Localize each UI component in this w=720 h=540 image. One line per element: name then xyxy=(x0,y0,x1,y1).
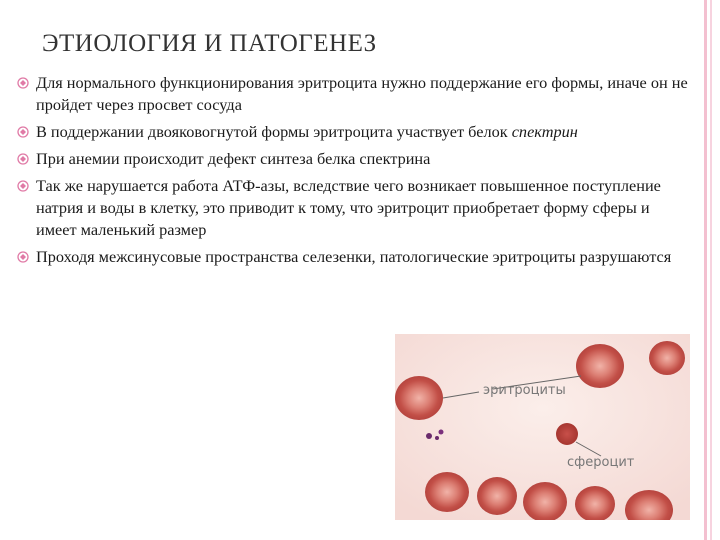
bullet-item xyxy=(12,148,692,170)
bullet-text: При анемии происходит дефект синтеза белка спектрина xyxy=(36,149,431,168)
border-line-inner xyxy=(710,0,712,540)
bullet-item xyxy=(12,72,692,116)
erythrocyte xyxy=(425,472,469,512)
bullet-list xyxy=(12,72,692,273)
bullet-item xyxy=(12,121,692,143)
bullet-item xyxy=(12,175,692,241)
label-erythrocytes: эритроциты xyxy=(483,383,566,398)
bullet-text: В поддержании двояковогнутой формы эритроцита участвует белок xyxy=(36,122,508,141)
bullet-icon xyxy=(16,125,30,139)
bullet-item xyxy=(12,246,692,268)
platelet xyxy=(435,436,439,440)
blood-smear-image xyxy=(395,334,690,520)
bullet-text: Так же нарушается работа АТФ-азы, вследствие чего возникает повышенное поступление натрия и воды в клетку, это приводит к тому, что эритроцит приобретает форму сферы и имеет маленький размер xyxy=(36,176,661,239)
bullet-icon xyxy=(16,152,30,166)
platelet xyxy=(426,433,432,439)
border-line-outer xyxy=(704,0,707,540)
bullet-icon xyxy=(16,76,30,90)
label-spherocyte: сфероцит xyxy=(567,455,635,470)
platelet xyxy=(439,430,444,435)
erythrocyte xyxy=(649,341,685,375)
erythrocyte xyxy=(576,344,624,388)
bullet-text: Проходя межсинусовые пространства селезенки, патологические эритроциты разрушаются xyxy=(36,247,672,266)
bullet-text: Для нормального функционирования эритроцита нужно поддержание его формы, иначе он не пройдет через просвет сосуда xyxy=(36,73,688,114)
spherocyte xyxy=(556,423,578,445)
slide-title: ЭТИОЛОГИЯ И ПАТОГЕНЕЗ xyxy=(42,30,377,57)
bullet-icon xyxy=(16,250,30,264)
erythrocyte xyxy=(477,477,517,515)
erythrocyte xyxy=(395,376,443,420)
bullet-term: спектрин xyxy=(511,122,578,141)
bullet-icon xyxy=(16,179,30,193)
